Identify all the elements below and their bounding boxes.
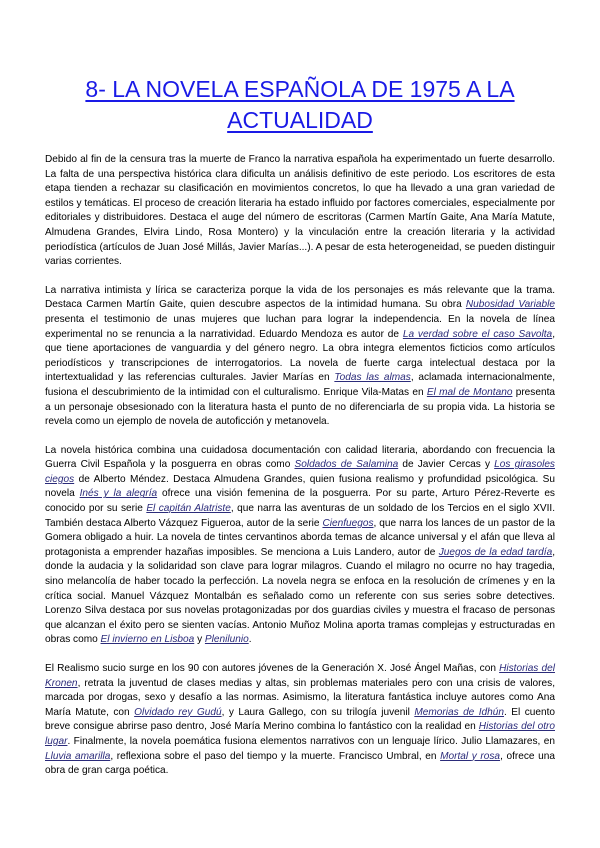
work-title: Historias del Kronen xyxy=(45,663,555,689)
text-run: La narrativa intimista y lírica se caracteriza porque la vida de los personajes es más relevante que la trama. Destaca Carmen Martín Gaite, quien descubre aspectos de la intimidad humana. Su obra xyxy=(45,284,555,311)
work-title: Plenilunio xyxy=(204,634,249,646)
text-run: El Realismo sucio surge en los 90 con autores jóvenes de la Generación X. José Ángel Mañas, con xyxy=(45,663,500,674)
work-title: Lluvia amarilla xyxy=(45,750,111,762)
work-title: El invierno en Lisboa xyxy=(100,634,195,646)
work-title: Mortal y rosa xyxy=(440,750,501,762)
work-title: Historias del otro lugar xyxy=(45,721,555,747)
work-title: Soldados de Salamina xyxy=(294,459,399,471)
text-run: , que tiene aportaciones de vanguardia y del género negro. La obra integra elementos ficticios como artículos periodísticos y transcripciones de interrogatorios. La novela de fuerte carga intelectual destaca por la intertextualidad y las referencias culturales. Javier Marías en xyxy=(45,328,555,384)
text-run: La novela histórica combina una cuidadosa documentación con calidad literaria, abordando con frecuencia la Guerra Civil Española y la posguerra en obras como xyxy=(45,444,555,471)
work-title: Memorias de Idhún xyxy=(414,706,505,718)
text-run: , retrata la juventud de clases medias y altas, sin problemas materiales pero con una crisis de valores, marcada por drogas, sexo y desafío a las normas. Asimismo, la literatura fantástica incluye autores como Ana María Matute, con xyxy=(45,677,555,718)
text-run: . xyxy=(248,634,252,646)
text-run: , que narra los lances de un pastor de la Gomera obligado a huir. La novela de tintes cervantinos aborda temas de alcance universal y el afán que lleva al protagonista a emprender hazañas imposibles. Se menciona a Luis Landero, autor de xyxy=(45,517,556,558)
work-title: El mal de Montano xyxy=(426,386,513,398)
text-run: , y Laura Gallego, con su trilogía juvenil xyxy=(221,706,415,718)
page-title: 8- LA NOVELA ESPAÑOLA DE 1975 A LA ACTUALIDAD xyxy=(85,76,515,133)
text-run: , reflexiona sobre el paso del tiempo y la muerte. Francisco Umbral, en xyxy=(110,750,441,762)
work-title: La verdad sobre el caso Savolta xyxy=(402,328,553,340)
paragraph-intimista xyxy=(45,284,555,430)
text-run: ofrece una visión femenina de la posguerra. Por su parte, Arturo Pérez-Reverte es conocido por su serie xyxy=(45,488,555,515)
document-body xyxy=(45,153,555,793)
text-run: , donde la audacia y la solidaridad son clave para lograr milagros. Cuando el milagro no ocurre no hay tragedia, sino melancolía de haber tocado la perfección. La novela negra se enfoca en la resolución de crímenes y en la crítica social. Manuel Vázquez Montalbán es señalado como un referente con sus series sobre detectives. Lorenzo Silva destaca por sus novelas protagonizadas por dos guardias civiles y muestra el fracaso de personas que alcanzan el éxito pero se sienten vacías. Antonio Muñoz Molina aporta tramas complejas y estructuradas en obras como xyxy=(45,546,555,646)
text-run: de Javier Cercas y xyxy=(398,459,495,471)
text-run: . El cuento breve consigue abrirse paso dentro, José María Merino combina lo fantástico con la realidad en xyxy=(45,706,556,733)
text-run: presenta el testimonio de unas mujeres que luchan para lograr la independencia. En la novela de línea experimental no se renuncia a la narratividad. Eduardo Mendoza es autor de xyxy=(45,313,555,340)
text-run: , que narra las aventuras de un soldado de los Tercios en el siglo XVII. También destaca Alberto Vázquez Figueroa, autor de la serie xyxy=(45,503,555,529)
work-title: Inés y la alegría xyxy=(79,488,158,500)
text-run: , aclamada internacionalmente, fusiona el descubrimiento de la intimidad con el culturalismo. Enrique Vila-Matas en xyxy=(45,372,555,398)
paragraph-realismo-sucio xyxy=(45,662,555,779)
work-title: Olvidado rey Gudú xyxy=(134,706,222,718)
work-title: Juegos de la edad tardía xyxy=(438,546,553,558)
paragraph-intro: Debido al fin de la censura tras la muerte de Franco la narrativa española ha experimentado un fuerte desarrollo. La falta de una perspectiva histórica clara dificulta un análisis definitivo de este periodo. Los escritores de esta etapa tienden a rechazar su clasificación en movimientos concretos, lo que ha llevado a una gran variedad de estilos y temáticas. El proceso de creación literaria ha estado influido por factores comerciales, especialmente por editoriales y distribuidores. Destaca el auge del número de escritoras (Carmen Martín Gaite, Ana María Matute, Almudena Grandes, Elvira Lindo, Rosa Montero) y la vinculación entre la creación literaria y la actividad periodística (artículos de Juan José Millás, Javier Marías...). A pesar de esta heterogeneidad, se pueden distinguir varias corrientes. xyxy=(45,154,555,268)
text-run: y xyxy=(194,634,205,646)
text-run: de Alberto Méndez. Destaca Almudena Grandes, quien fusiona realismo y profundidad psicológica. Su novela xyxy=(45,473,555,500)
text-run: . Finalmente, la novela poemática fusiona elementos narrativos con un lenguaje lírico. Julio Llamazares, en xyxy=(67,735,555,747)
text-run: presenta a un personaje obsesionado con la literatura hasta el punto de no diferenciarla de su propia vida. La historia se revela como un ejemplo de novela de autoficción y metanovela. xyxy=(45,386,555,428)
work-title: Los girasoles ciegos xyxy=(45,459,555,485)
paragraph-historica xyxy=(45,444,555,648)
text-run: , ofrece una obra de gran carga poética. xyxy=(45,750,555,777)
work-title: Todas las almas xyxy=(334,372,411,384)
work-title: Nubosidad Variable xyxy=(465,299,555,311)
work-title: Cienfuegos xyxy=(322,517,374,529)
work-title: El capitán Alatriste xyxy=(146,503,231,515)
